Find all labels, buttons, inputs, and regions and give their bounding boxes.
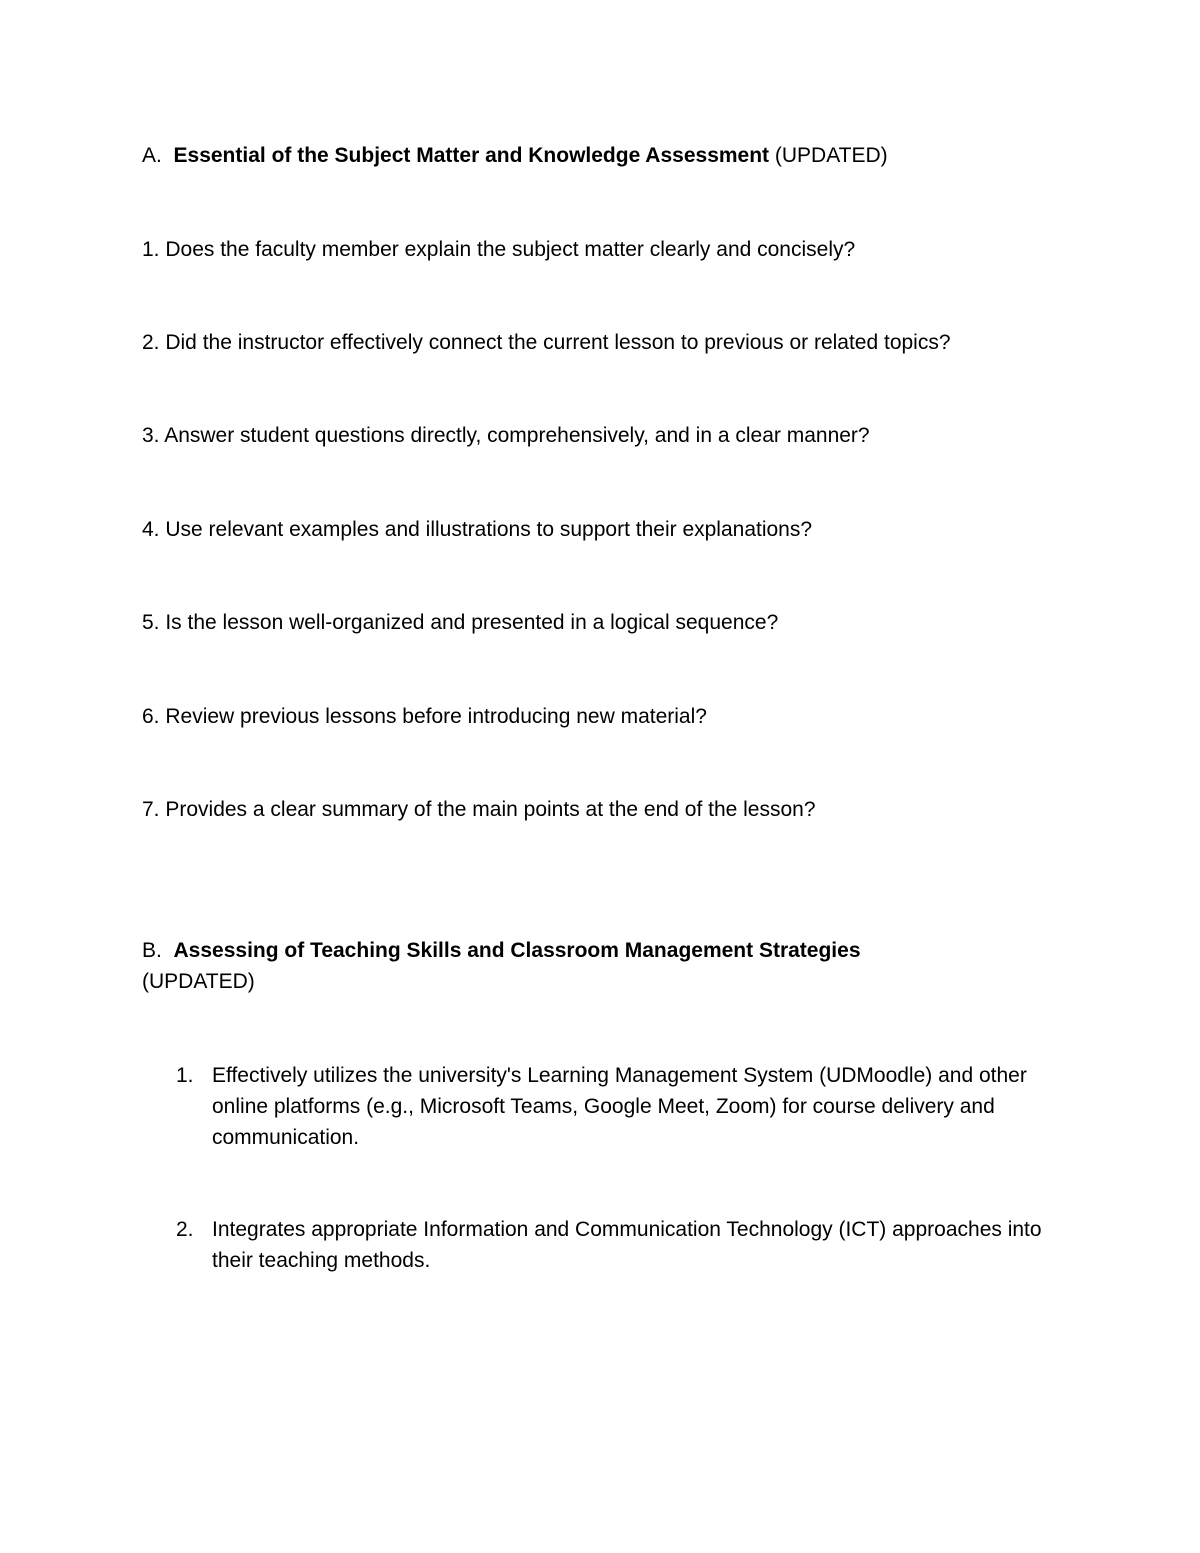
section-b-title: Assessing of Teaching Skills and Classroom Management Strategies — [173, 939, 861, 962]
section-a-question: 2. Did the instructor effectively connect the current lesson to previous or related topics? — [142, 331, 951, 354]
section-a-tag: (UPDATED) — [774, 144, 888, 167]
section-a-question: 3. Answer student questions directly, comprehensively, and in a clear manner? — [142, 424, 870, 447]
list-item-number: 1. — [176, 1064, 194, 1087]
list-item-number: 2. — [176, 1218, 194, 1241]
section-a-question: 5. Is the lesson well-organized and presented in a logical sequence? — [142, 611, 779, 634]
section-a-question: 4. Use relevant examples and illustrations to support their explanations? — [142, 518, 813, 541]
section-a-heading — [142, 140, 888, 171]
section-a-letter: A. — [142, 144, 162, 167]
section-a-question: 6. Review previous lessons before introducing new material? — [142, 705, 707, 728]
section-b-tag: (UPDATED) — [142, 970, 255, 993]
section-a-question: 7. Provides a clear summary of the main points at the end of the lesson? — [142, 798, 816, 821]
section-a-question: 1. Does the faculty member explain the subject matter clearly and concisely? — [142, 238, 856, 261]
section-a-title: Essential of the Subject Matter and Knowledge Assessment — [173, 144, 770, 167]
section-b-letter: B. — [142, 939, 162, 962]
section-b-heading — [142, 935, 861, 966]
list-item-text: Effectively utilizes the university's Learning Management System (UDMoodle) and other online platforms (e.g., Microsoft Teams, Google Meet, Zoom) for course delivery and communication. — [212, 1064, 1027, 1149]
list-item-text: Integrates appropriate Information and Communication Technology (ICT) approaches into their teaching methods. — [212, 1218, 1042, 1272]
